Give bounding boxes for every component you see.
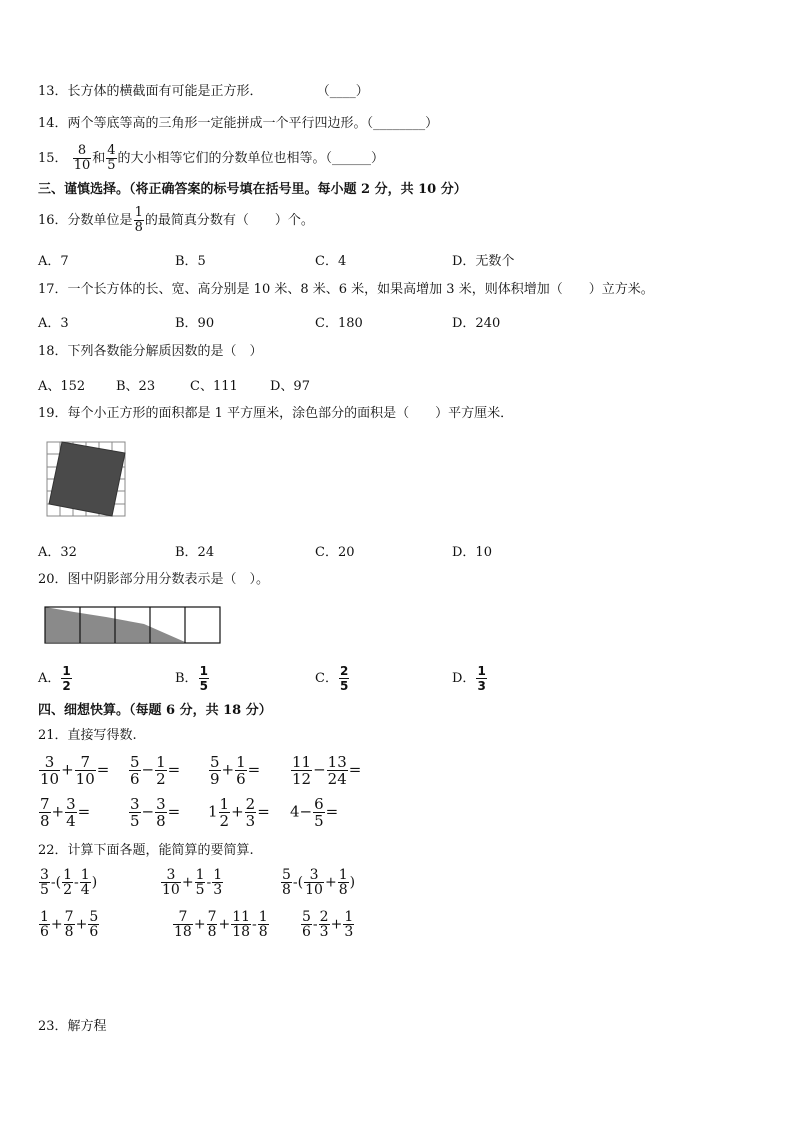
expression-22-2: $\frac{3}{10}$ + $\frac{1}{5}$ - $\frac{1}{3}$ [162,867,223,898]
option-c[interactable]: C、111 [190,379,238,394]
answer-blank[interactable]: （______） [325,151,385,166]
question-19: 19．每个小正方形的面积都是 1 平方厘米，涂色部分的面积是（ ）平方厘米． [38,406,514,421]
expression-22-1: $\frac{3}{5}$ -( $\frac{1}{2}$ - $\frac{1}{4}$ ) [40,867,98,898]
expression-22-4: $\frac{1}{6}$ + $\frac{7}{8}$ + $\frac{5}{6}$ [40,909,99,940]
fraction: $\frac{8}{10}$ [73,143,91,173]
question-21: 21．直接写得数. [38,728,137,743]
option-d[interactable]: D．240 [452,316,501,331]
option-a[interactable]: A．7 [38,254,69,269]
expression-21-3: $\frac{5}{9}$ + $\frac{1}{6}$ = [210,753,261,788]
option-a[interactable]: A．3 [38,316,69,331]
option-d[interactable]: D．无数个 [452,254,515,269]
expression-21-6: $\frac{3}{5}$ − $\frac{3}{8}$ = [130,795,181,830]
option-b[interactable]: B．90 [175,316,215,331]
question-17: 17．一个长方体的长、宽、高分别是 10 米、8 米、6 米，如果高增加 3 米，则体积增加（ ）立方米。 [38,282,654,297]
question-20: 20．图中阴影部分用分数表示是（ ）。 [38,572,270,587]
option-b[interactable]: B．24 [175,545,215,560]
option-d[interactable]: D． $\frac{1}{3}$ [452,664,486,693]
option-c[interactable]: C． $\frac{2}{5}$ [315,664,349,693]
section-4-heading: 四、细想快算。（每题 6 分，共 18 分） [38,703,272,718]
option-c[interactable]: C．4 [315,254,347,269]
question-23: 23．解方程 [38,1019,107,1034]
question-13: 13．长方体的横截面有可能是正方形． （____） [38,84,369,99]
expression-21-4: $\frac{11}{12}$ − $\frac{13}{24}$ = [292,753,362,788]
section-3-heading: 三、谨慎选择。（将正确答案的标号填在括号里。每小题 2 分，共 10 分） [38,182,467,197]
option-d[interactable]: D．10 [452,545,492,560]
option-c[interactable]: C．180 [315,316,363,331]
expression-22-6: $\frac{5}{6}$ - $\frac{2}{3}$ + $\frac{1}{3}$ [302,909,354,940]
expression-21-7: 1 $\frac{1}{2}$ + $\frac{2}{3}$ = [208,795,270,830]
option-a[interactable]: A． $\frac{1}{2}$ [38,664,71,693]
expression-21-2: $\frac{5}{6}$ − $\frac{1}{2}$ = [130,753,181,788]
question-15: 15． $\frac{8}{10}$ 和 $\frac{4}{5}$ 的大小相等它们的分数单位也相等。（______） [38,143,385,173]
fraction: $\frac{4}{5}$ [107,143,116,173]
shaded-square [49,442,125,516]
option-b[interactable]: B． $\frac{1}{5}$ [175,664,208,693]
option-b[interactable]: B．5 [175,254,206,269]
expression-21-5: $\frac{7}{8}$ + $\frac{3}{4}$ = [40,795,91,830]
answer-blank[interactable]: （____） [316,84,369,99]
expression-22-5: $\frac{7}{18}$ + $\frac{7}{8}$ + $\frac{11}{18}$ - $\frac{1}{8}$ [174,909,268,940]
grid-figure [46,439,128,519]
question-22: 22．计算下面各题，能简算的要简算. [38,843,254,858]
question-18: 18．下列各数能分解质因数的是（ ） [38,344,263,359]
expression-22-3: $\frac{5}{8}$ -( $\frac{3}{10}$ + $\frac{1}{8}$ ) [282,867,356,898]
answer-blank[interactable]: （________） [366,116,439,131]
fraction: $\frac{1}{8}$ [134,205,143,235]
expression-21-1: $\frac{3}{10}$ + $\frac{7}{10}$ = [40,753,110,788]
question-16: 16．分数单位是 $\frac{1}{8}$ 的最简真分数有（ ）个。 [38,205,314,235]
option-c[interactable]: C．20 [315,545,355,560]
option-d[interactable]: D、97 [270,379,310,394]
option-b[interactable]: B、23 [116,379,156,394]
option-a[interactable]: A、152 [38,379,86,394]
question-14: 14．两个等底等高的三角形一定能拼成一个平行四边形。（________） [38,116,439,131]
expression-21-8: 4− $\frac{6}{5}$ = [290,795,339,830]
option-a[interactable]: A．32 [38,545,77,560]
bar-figure [44,606,224,646]
